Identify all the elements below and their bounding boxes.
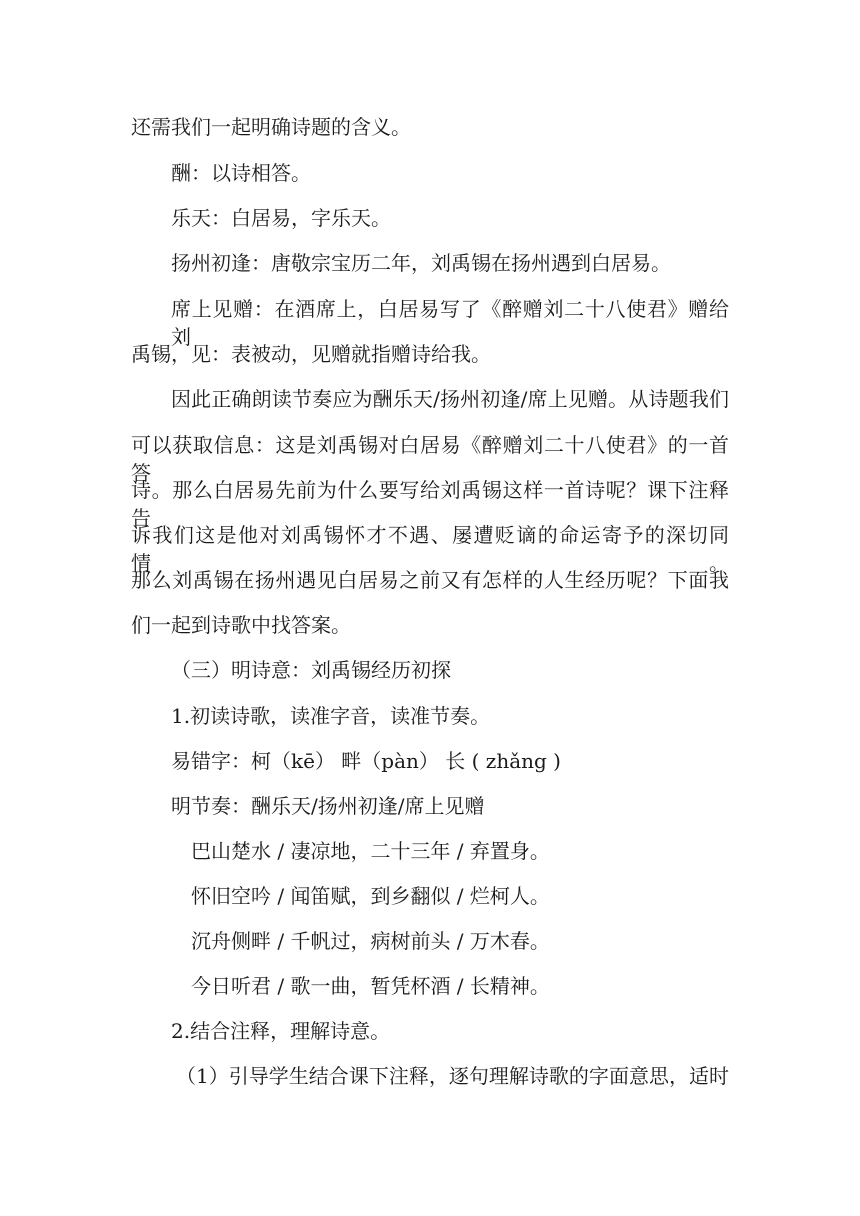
rhythm-line: 明节奏：酬乐天/扬州初逢/席上见赠 <box>171 794 485 818</box>
text-line: 席上见赠：在酒席上，白居易写了《醉赠刘二十八使君》赠给刘 <box>171 297 729 349</box>
poem-line: 怀旧空吟 / 闻笛赋，到乡翻似 / 烂柯人。 <box>191 884 550 908</box>
poem-line: 巴山楚水 / 凄凉地，二十三年 / 弃置身。 <box>191 839 550 863</box>
text-line: （1）引导学生结合课下注释，逐句理解诗歌的字面意思，适时 <box>176 1064 729 1088</box>
text-line: 那么刘禹锡在扬州遇见白居易之前又有怎样的人生经历呢？下面我 <box>131 568 729 592</box>
text-line: 扬州初逢：唐敬宗宝历二年，刘禹锡在扬州遇到白居易。 <box>171 251 671 275</box>
text-line: 可以获取信息：这是刘禹锡对白居易《醉赠刘二十八使君》的一首答 <box>131 433 729 485</box>
section-heading: （三）明诗意：刘禹锡经历初探 <box>171 658 451 682</box>
subsection-heading: 2.结合注释，理解诗意。 <box>171 1019 391 1043</box>
text-line: 禹锡，见：表被动，见赠就指赠诗给我。 <box>131 342 491 366</box>
text-line: 乐天：白居易，字乐天。 <box>171 206 391 230</box>
poem-line: 沉舟侧畔 / 千帆过，病树前头 / 万木春。 <box>191 929 550 953</box>
text-line: 酬：以诗相答。 <box>171 161 311 185</box>
subsection-heading: 1.初读诗歌，读准字音，读准节奏。 <box>171 704 491 728</box>
pronunciation-line: 易错字：柯（kē） 畔（pàn） 长 ( zhǎng ) <box>171 749 561 773</box>
text-line: 们一起到诗歌中找答案。 <box>131 613 351 637</box>
text-line: 诗。那么白居易先前为什么要写给刘禹锡这样一首诗呢？课下注释告 <box>131 478 729 530</box>
poem-line: 今日听君 / 歌一曲，暂凭杯酒 / 长精神。 <box>191 974 550 998</box>
text-line: 诉我们这是他对刘禹锡怀才不遇、屡遭贬谪的命运寄予的深切同情。 <box>131 523 729 575</box>
text-line: 因此正确朗读节奏应为酬乐天/扬州初逢/席上见赠。从诗题我们 <box>171 387 729 411</box>
text-line: 还需我们一起明确诗题的含义。 <box>131 115 411 139</box>
